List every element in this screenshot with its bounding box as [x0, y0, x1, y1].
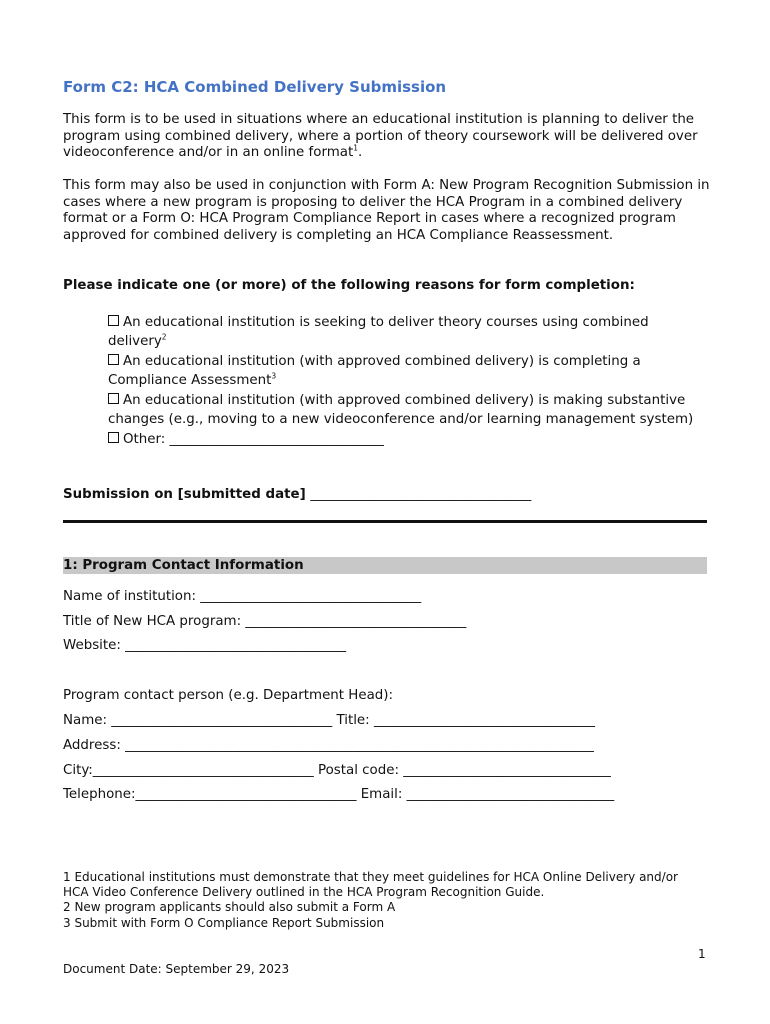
page-number: 1: [698, 947, 706, 961]
reason-item: [108, 391, 708, 429]
reason-item: [108, 430, 708, 449]
reasons-list: [108, 313, 708, 450]
city-postal-fields[interactable]: City:_________________________________ Postal code: _______________________________: [63, 763, 611, 778]
reason-label: An educational institution (with approved combined delivery) is making substantive changes (e.g., moving to a new videoconference and/or learning management system): [108, 393, 694, 427]
reason-checkbox-other[interactable]: [108, 432, 119, 443]
footnote-ref-1: 1: [353, 143, 358, 153]
footnote-ref-3: 3: [271, 371, 277, 381]
telephone-email-fields[interactable]: Telephone:_________________________________ Email: _______________________________: [63, 787, 615, 802]
institution-name-field[interactable]: Name of institution: _________________________________: [63, 589, 422, 604]
footnotes: [63, 870, 703, 931]
section-divider: [63, 520, 707, 523]
intro-paragraph-1-end: .: [358, 145, 363, 161]
section-1-heading: 1: Program Contact Information: [63, 557, 707, 574]
reasons-heading: Please indicate one (or more) of the following reasons for form completion:: [63, 278, 635, 293]
footnote-ref-2: 2: [161, 332, 167, 342]
reason-item: [108, 352, 708, 390]
website-field[interactable]: Website: _________________________________: [63, 638, 347, 653]
form-title: Form C2: HCA Combined Delivery Submission: [63, 78, 447, 96]
submission-label: Submission on [submitted date]: [63, 487, 306, 502]
footnote-3: 3 Submit with Form O Compliance Report Submission: [63, 915, 385, 930]
footnote-2: 2 New program applicants should also submit a Form A: [63, 900, 396, 915]
contact-name-title-fields[interactable]: Name: _________________________________ Title: _________________________________: [63, 713, 595, 728]
reason-label: An educational institution (with approved combined delivery) is completing a Compliance Assessment: [108, 354, 641, 388]
program-title-field[interactable]: Title of New HCA program: _________________________________: [63, 614, 467, 629]
intro-paragraph-1: [63, 112, 713, 162]
submission-date-field[interactable]: _________________________________: [310, 487, 532, 502]
reason-other-label[interactable]: Other: ________________________________: [123, 432, 384, 447]
reason-checkbox-seeking[interactable]: [108, 315, 119, 326]
intro-paragraph-1-text: This form is to be used in situations where an educational institution is planning to deliver the program using combined delivery, where a portion of theory coursework will be delivered over videoconference and/or in an online format: [63, 112, 698, 161]
reason-label: An educational institution is seeking to deliver theory courses using combined delivery: [108, 315, 649, 349]
reason-checkbox-compliance[interactable]: [108, 354, 119, 365]
document-date: Document Date: September 29, 2023: [63, 962, 290, 976]
submission-date-line: [63, 487, 531, 502]
reason-checkbox-changes[interactable]: [108, 393, 119, 404]
reason-item: [108, 313, 708, 351]
contact-person-label: Program contact person (e.g. Department Head):: [63, 688, 394, 703]
footnote-1: 1 Educational institutions must demonstrate that they meet guidelines for HCA Online Delivery and/or HCA Video Conference Delivery outlined in the HCA Program Recognition Guide.: [63, 870, 678, 900]
intro-paragraph-2: This form may also be used in conjunction with Form A: New Program Recognition Submission in cases where a new program is proposing to deliver the HCA Program in a combined delivery format or a Form O: HCA Program Compliance Report in cases where a recognized program approved for combined delivery is completing an HCA Compliance Reassessment.: [63, 178, 710, 243]
address-field[interactable]: Address: ______________________________________________________________________: [63, 738, 594, 753]
